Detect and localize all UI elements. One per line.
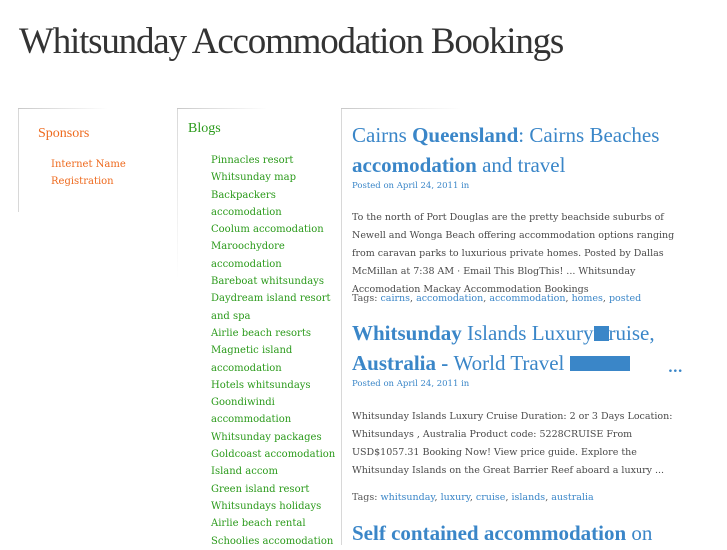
post-title-text: and travel (476, 153, 566, 177)
tags-label: Tags: (352, 293, 378, 304)
blog-link[interactable]: Goondiwindi (211, 397, 275, 409)
blog-link[interactable]: Bareboat whitsundays (211, 276, 324, 288)
panel-top-divider (18, 108, 108, 109)
post-meta: Posted on April 24, 2011 in (352, 181, 470, 191)
blog-link[interactable]: accomodation (211, 258, 282, 270)
post-title-text: World Travel (453, 351, 570, 375)
missing-glyph-icon (600, 356, 615, 371)
post-meta: Posted on April 24, 2011 in (352, 379, 470, 389)
list-item (211, 290, 335, 307)
list-item (211, 411, 335, 428)
blog-link[interactable]: Coolum accomodation (211, 224, 324, 236)
post-title-text: on (626, 521, 653, 545)
blog-link[interactable]: accommodation (211, 414, 292, 426)
post-title[interactable] (352, 318, 697, 378)
list-item (211, 238, 335, 255)
tag-link[interactable]: cruise (475, 492, 506, 503)
list-item (51, 173, 126, 190)
tag-link[interactable]: homes (571, 293, 603, 304)
tag-link[interactable]: whitsunday (380, 492, 435, 503)
panel-divider (341, 108, 342, 545)
panel-top-divider (341, 108, 461, 109)
post-title[interactable] (352, 120, 682, 180)
blogs-panel (177, 108, 336, 547)
list-item (211, 515, 335, 532)
blog-link[interactable]: accomodation (211, 362, 282, 374)
post-title-keyword: Queensland (412, 123, 519, 147)
list-item (51, 156, 126, 173)
list-item (211, 446, 335, 463)
tag-link[interactable]: cairns (380, 293, 411, 304)
missing-glyph-icon (594, 326, 609, 341)
post-title-text: : Cairns Beaches (518, 123, 660, 147)
list-item (211, 204, 335, 221)
blog-link[interactable]: Hotels whitsundays (211, 379, 311, 391)
post-title-keyword: accomodation (352, 153, 477, 177)
tag-link[interactable]: luxury (440, 492, 470, 503)
list-item (211, 498, 335, 515)
tags-label: Tags: (352, 492, 378, 503)
tag-link[interactable]: islands (511, 492, 546, 503)
post-title-text: ruise, (608, 321, 655, 345)
blog-link[interactable]: Maroochydore (211, 241, 285, 253)
ellipsis-icon: ... (668, 360, 683, 376)
blog-link[interactable]: Magnetic island (211, 345, 293, 357)
sponsor-link-internet-name[interactable]: Internet Name (51, 159, 126, 170)
tag-link[interactable]: australia (551, 492, 594, 503)
missing-glyph-icon (615, 356, 630, 371)
blog-link[interactable]: Airlie beach rental (211, 518, 306, 530)
list-item (211, 169, 335, 186)
panel-top-divider (177, 108, 267, 109)
post-title-keyword: Self contained accommodation (352, 521, 627, 545)
list-item (211, 360, 335, 377)
blog-link[interactable]: Goldcoast accomodation (211, 449, 336, 461)
post-title[interactable] (352, 518, 712, 548)
panel-divider (177, 108, 178, 278)
list-item (211, 221, 335, 238)
blog-link[interactable]: Airlie beach resorts (211, 327, 311, 339)
list-item (211, 256, 335, 273)
blog-link[interactable]: Whitsunday map (211, 172, 296, 184)
blog-link[interactable]: Backpackers (211, 189, 276, 201)
tag-link[interactable]: accomodation (416, 293, 484, 304)
post-tags: Tags: whitsunday, luxury, cruise, islands, australia (352, 492, 594, 503)
blog-links (211, 152, 335, 550)
site-title[interactable]: Whitsunday Accommodation Bookings (19, 21, 564, 62)
post-title-text: Islands Luxury (461, 321, 594, 345)
missing-glyph-icon (570, 356, 585, 371)
list-item (211, 429, 335, 446)
blog-link[interactable]: and spa (211, 310, 251, 322)
post-excerpt: Whitsunday Islands Luxury Cruise Duration: 2 or 3 Days Location: Whitsundays , Australia Product code: 5228CRUISE From USD$1057.31 Booking Now! View price guide. Explore the Whitsunday Islands on the Great Barrier Reef aboard a luxury ... (352, 411, 673, 476)
post-excerpt: To the north of Port Douglas are the pretty beachside suburbs of Newell and Wonga Beach offering accommodation options ranging from caravan parks to luxurious private homes. Posted by Dallas McMillan at 7:38 AM · Email This BlogThis! ... Whitsunday Accomodation Mackay Accommodation Bookings (352, 212, 675, 295)
blog-link[interactable]: accomodation (211, 206, 282, 218)
blog-link[interactable]: Pinnacles resort (211, 155, 294, 166)
blog-link[interactable]: Whitsundays holidays (211, 500, 322, 512)
list-item (211, 481, 335, 498)
blog-link[interactable]: Whitsunday packages (211, 431, 322, 443)
main-content (341, 108, 727, 545)
list-item (211, 308, 335, 325)
post-title-keyword: Australia - (352, 351, 454, 375)
list-item (211, 152, 335, 169)
blog-link[interactable]: Schoolies accomodation (211, 535, 334, 547)
blogs-heading: Blogs (188, 121, 221, 136)
sponsors-heading: Sponsors (38, 126, 90, 141)
list-item (211, 377, 335, 394)
post-title-keyword: Whitsunday (352, 321, 462, 345)
list-item (211, 394, 335, 411)
blog-link[interactable]: Daydream island resort (211, 293, 331, 305)
blog-link[interactable]: Green island resort (211, 483, 310, 495)
sponsor-link-registration[interactable]: Registration (51, 176, 114, 188)
panel-divider (18, 108, 19, 212)
missing-glyph-icon (585, 356, 600, 371)
list-item (211, 342, 335, 359)
list-item (211, 463, 335, 480)
post-title-text: Cairns (352, 123, 413, 147)
tag-link[interactable]: posted (608, 293, 642, 304)
sponsors-panel (18, 108, 148, 212)
list-item (211, 187, 335, 204)
blog-link[interactable]: Island accom (211, 466, 278, 478)
list-item (211, 273, 335, 290)
tag-link[interactable]: accommodation (489, 293, 566, 304)
sponsor-links (51, 156, 126, 191)
post-tags: Tags: cairns, accomodation, accommodation, homes, posted (352, 293, 642, 304)
list-item (211, 533, 335, 550)
list-item (211, 325, 335, 342)
